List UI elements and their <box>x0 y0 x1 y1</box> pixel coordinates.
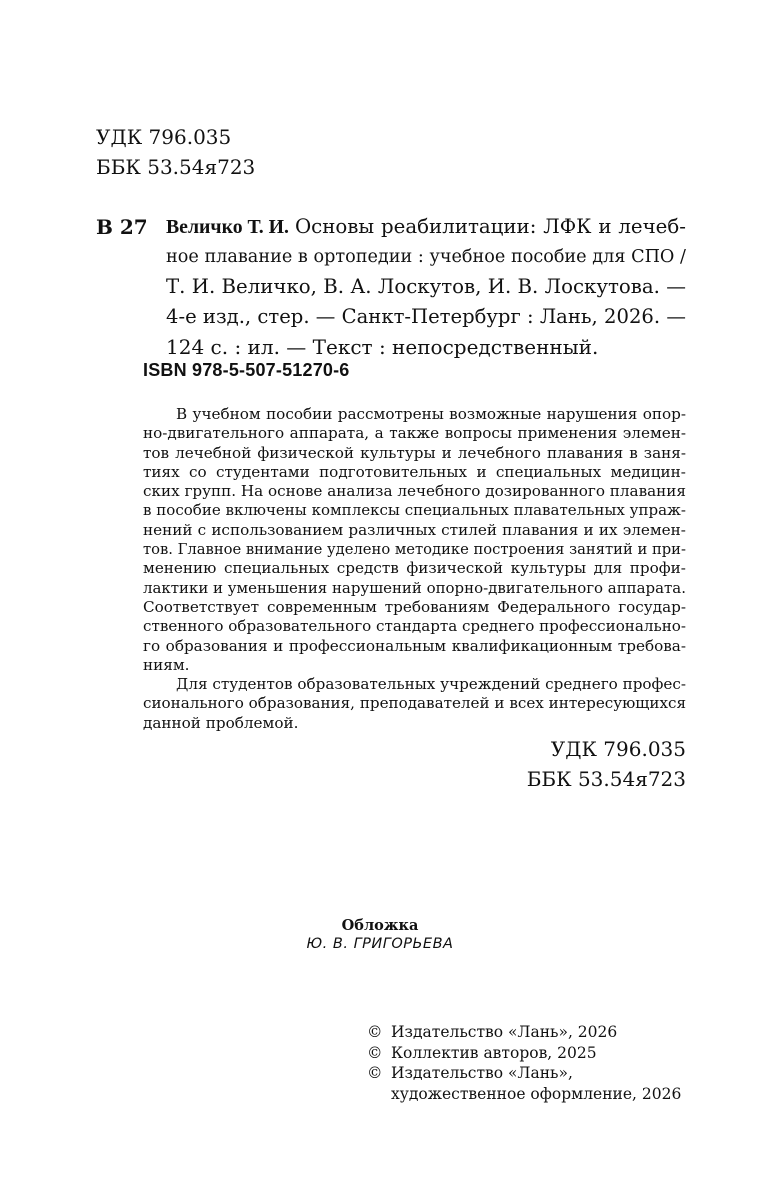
copyright-continuation: художественное оформление, 2026 <box>391 1084 682 1103</box>
annotation-line <box>143 463 686 482</box>
copyright-text: Издательство «Лань», 2026 <box>391 1023 618 1041</box>
annotation-line <box>143 617 686 636</box>
annotation-line <box>143 521 686 540</box>
entry-line <box>166 242 686 272</box>
title-start: Основы реабилитации: ЛФК и лечеб- <box>294 215 686 238</box>
annotation-line <box>143 559 686 578</box>
annotation-text: тов лечебной физической культуры и лечебного плавания в заня- <box>143 443 686 462</box>
copyright-line <box>367 1022 681 1043</box>
bibliographic-description <box>166 212 686 362</box>
annotation-line <box>143 656 686 675</box>
annotation-text: лактики и уменьшения нарушений опорно-двигательного аппарата. <box>143 578 686 597</box>
cover-label: Обложка <box>341 917 419 934</box>
annotation-text: ниям. <box>143 655 190 674</box>
annotation-text: но-двигательного аппарата, а также вопросы применения элемен- <box>143 424 686 443</box>
entry-line <box>166 272 686 302</box>
isbn: ISBN 978-5-507-51270-6 <box>143 360 350 380</box>
annotation-line <box>143 714 686 733</box>
bbk-code: ББК 53.54я723 <box>96 155 256 179</box>
annotation <box>143 405 686 733</box>
cover-credit <box>260 916 500 954</box>
annotation-text: Соответствует современным требованиям Федерального государ- <box>143 597 686 616</box>
annotation-line <box>143 405 686 424</box>
classification-bottom <box>527 734 686 794</box>
annotation-line <box>143 482 686 501</box>
udk-code: УДК 796.035 <box>96 125 232 149</box>
annotation-line <box>143 540 686 559</box>
annotation-line <box>143 598 686 617</box>
annotation-text: менению специальных средств физической культуры для профи- <box>143 559 686 578</box>
annotation-text: нений с использованием различных стилей плавания и их элемен- <box>143 520 686 539</box>
annotation-text: данной проблемой. <box>143 713 299 732</box>
copyright-block <box>367 1022 681 1104</box>
bbk-code: ББК 53.54я723 <box>526 767 686 791</box>
copyright-line <box>367 1043 681 1064</box>
udk-code: УДК 796.035 <box>550 737 686 761</box>
entry-line-text: 124 с. : ил. — Текст : непосредственный. <box>166 335 599 359</box>
annotation-text: тиях со студентами подготовительных и специальных медицин- <box>143 462 686 481</box>
annotation-line <box>143 501 686 520</box>
classification-top <box>96 122 255 182</box>
entry-line <box>166 302 686 332</box>
copyright-icon: © <box>367 1023 383 1041</box>
annotation-text: сионального образования, преподавателей и всех интересующихся <box>143 694 686 713</box>
entry-line-text: Т. И. Величко, В. А. Лоскутов, И. В. Лоскутова. — <box>166 275 686 298</box>
entry-line <box>166 212 686 242</box>
annotation-line <box>143 424 686 443</box>
annotation-line <box>143 675 686 694</box>
cover-designer: Ю. В. ГРИГОРЬЕВА <box>306 936 454 952</box>
author-mark: В 27 <box>96 215 148 239</box>
annotation-text: ственного образовательного стандарта среднего профессионально- <box>143 617 686 636</box>
entry-line-text: ное плавание в ортопедии : учебное пособие для СПО / <box>166 247 686 267</box>
annotation-text: тов. Главное внимание уделено методике построения занятий и при- <box>143 541 686 559</box>
annotation-text: го образования и профессиональным квалификационным требова- <box>143 636 686 655</box>
annotation-line <box>143 579 686 598</box>
copyright-icon: © <box>367 1043 383 1062</box>
entry-line-text: 4-е изд., стер. — Санкт-Петербург : Лань, 2026. — <box>166 305 686 328</box>
annotation-line <box>143 694 686 713</box>
copyright-text: Коллектив авторов, 2025 <box>391 1043 597 1062</box>
author-name: Величко Т. И. <box>166 216 289 238</box>
copyright-text: Издательство «Лань», <box>391 1064 573 1082</box>
annotation-text: Для студентов образовательных учреждений среднего профес- <box>176 675 686 694</box>
copyright-line <box>367 1063 681 1084</box>
annotation-line <box>143 637 686 656</box>
annotation-text: В учебном пособии рассмотрены возможные нарушения опор- <box>176 405 686 423</box>
copyright-icon: © <box>367 1064 383 1082</box>
annotation-text: ских групп. На основе анализа лечебного дозированного плавания <box>143 482 686 501</box>
annotation-line <box>143 444 686 463</box>
annotation-text: в пособие включены комплексы специальных плавательных упраж- <box>143 501 686 520</box>
